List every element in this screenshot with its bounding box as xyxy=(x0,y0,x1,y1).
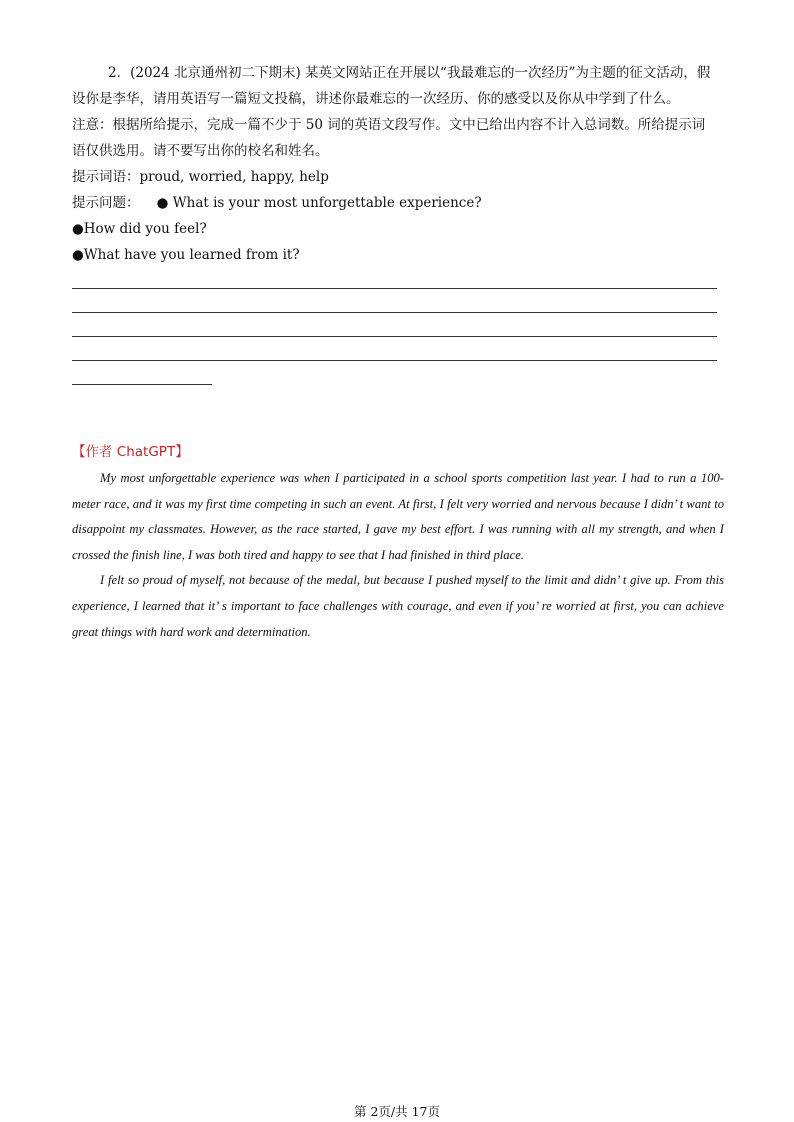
essay-paragraph: I felt so proud of myself, not because of the medal, but because I pushed myself to the limit and didn’ t give up. From this experience, I learned that it’ s important to face challenges with courage, and even if you’ re worried at first, you can achieve great things with hard work and determination. xyxy=(72,573,724,639)
answer-line xyxy=(72,336,717,337)
question-block xyxy=(72,60,726,268)
answer-line xyxy=(72,360,717,361)
hint-words: 提示词语：proud, worried, happy, help xyxy=(72,169,329,185)
answer-writing-lines xyxy=(72,288,717,408)
hint-question: ●How did you feel? xyxy=(72,221,207,237)
notice-line: 语仅供选用。请不要写出你的校名和姓名。 xyxy=(72,143,329,159)
author-tag: 【作者 ChatGPT】 xyxy=(72,444,189,460)
question-line: 设你是李华，请用英语写一篇短文投稿，讲述你最难忘的一次经历、你的感受以及你从中学到了什么。 xyxy=(72,91,680,107)
page-number: 第 2页/共 17页 xyxy=(353,1104,441,1119)
hint-questions-label: 提示问题： xyxy=(72,195,140,211)
question-line: 2．(2024 北京通州初二下期末) 某英文网站正在开展以“我最难忘的一次经历”为主题的征文活动，假 xyxy=(108,65,711,81)
answer-line xyxy=(72,312,717,313)
hint-question: ● What is your most unforgettable experience? xyxy=(156,195,482,211)
sample-essay xyxy=(72,466,724,645)
essay-paragraph: My most unforgettable experience was when I participated in a school sports competition last year. I had to run a 100-meter race, and it was my first time competing in such an event. At first, I felt very worried and nervous because I didn’ t want to disappoint my classmates. However, as the race started, I gave my best effort. I was running with all my strength, and when I crossed the finish line, I was both tired and happy to see that I had finished in third place. xyxy=(72,471,724,562)
answer-line xyxy=(72,384,212,385)
hint-question: ●What have you learned from it? xyxy=(72,247,300,263)
answer-line xyxy=(72,288,717,289)
notice-line: 注意：根据所给提示，完成一篇不少于 50 词的英语文段写作。文中已给出内容不计入总词数。所给提示词 xyxy=(72,117,706,133)
hint-questions-row xyxy=(72,190,726,216)
